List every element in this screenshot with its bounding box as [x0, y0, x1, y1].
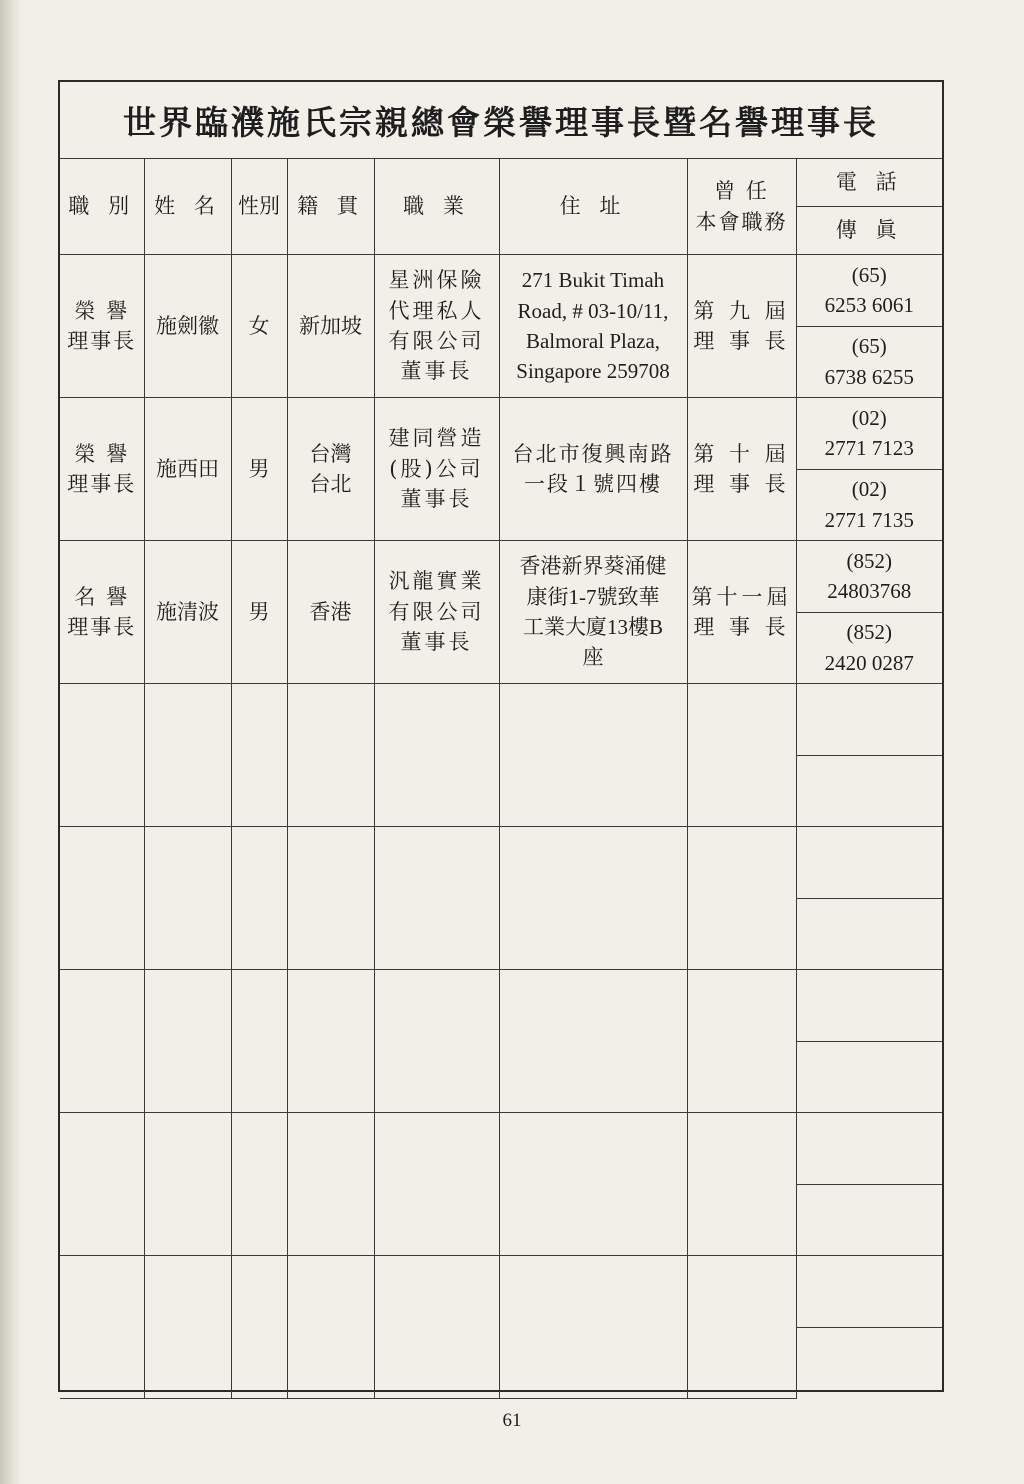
empty-cell	[287, 1113, 374, 1256]
empty-cell	[144, 1256, 231, 1399]
empty-cell	[796, 755, 942, 827]
empty-cell	[499, 827, 687, 970]
page-title: 世界臨濮施氏宗親總會榮譽理事長暨名譽理事長	[60, 82, 942, 159]
empty-cell	[687, 827, 796, 970]
empty-cell	[687, 970, 796, 1113]
empty-cell	[499, 1256, 687, 1399]
empty-cell	[231, 684, 287, 827]
table-cell-phone: (852) 24803768	[796, 541, 942, 613]
directory-table	[60, 158, 942, 1399]
table-cell-gender: 男	[231, 398, 287, 541]
header-former-post: 曾 任 本會職務	[687, 159, 796, 255]
empty-cell	[60, 684, 144, 827]
table-cell-name: 施清波	[144, 541, 231, 684]
table-cell-name: 施劍徽	[144, 255, 231, 398]
header-origin: 籍 貫	[287, 159, 374, 255]
empty-table-row	[60, 970, 942, 1042]
header-position: 職 別	[60, 159, 144, 255]
header-fax: 傳 眞	[796, 207, 942, 255]
empty-cell	[796, 1327, 942, 1399]
empty-cell	[796, 1041, 942, 1113]
empty-table-row	[60, 1256, 942, 1328]
empty-cell	[231, 970, 287, 1113]
empty-cell	[231, 1113, 287, 1256]
empty-cell	[796, 827, 942, 899]
empty-table-row	[60, 827, 942, 899]
empty-cell	[796, 1113, 942, 1185]
empty-cell	[687, 1256, 796, 1399]
empty-cell	[60, 970, 144, 1113]
page-number: 61	[502, 1410, 522, 1431]
table-cell-fax: (02) 2771 7135	[796, 469, 942, 541]
empty-cell	[287, 970, 374, 1113]
empty-cell	[796, 1256, 942, 1328]
table-cell-position: 榮 譽 理事長	[60, 255, 144, 398]
table-cell-former-post: 第 十 屆 理 事 長	[687, 398, 796, 541]
empty-cell	[60, 1113, 144, 1256]
table-cell-gender: 女	[231, 255, 287, 398]
table-cell-address: 台北市復興南路 一段１號四樓	[499, 398, 687, 541]
table-cell-occupation: 建同營造 (股)公司 董事長	[374, 398, 499, 541]
empty-cell	[374, 1113, 499, 1256]
table-cell-address: 271 Bukit Timah Road, # 03-10/11, Balmoral Plaza, Singapore 259708	[499, 255, 687, 398]
empty-cell	[287, 827, 374, 970]
table-cell-origin: 台灣 台北	[287, 398, 374, 541]
page-gutter-shadow	[0, 0, 22, 1484]
empty-cell	[374, 1256, 499, 1399]
table-cell-phone: (65) 6253 6061	[796, 255, 942, 327]
table-cell-fax: (65) 6738 6255	[796, 326, 942, 398]
table-body	[60, 255, 942, 1399]
empty-cell	[796, 1184, 942, 1256]
header-gender: 性別	[231, 159, 287, 255]
empty-cell	[144, 1113, 231, 1256]
table-cell-position: 榮 譽 理事長	[60, 398, 144, 541]
empty-cell	[144, 827, 231, 970]
empty-cell	[231, 1256, 287, 1399]
table-cell-former-post: 第 九 屆 理 事 長	[687, 255, 796, 398]
empty-cell	[687, 684, 796, 827]
empty-table-row	[60, 1113, 942, 1185]
table-cell-origin: 香港	[287, 541, 374, 684]
empty-cell	[287, 684, 374, 827]
header-occupation: 職 業	[374, 159, 499, 255]
table-cell-name: 施西田	[144, 398, 231, 541]
table-row	[60, 255, 942, 327]
empty-cell	[796, 898, 942, 970]
table-row	[60, 398, 942, 470]
empty-cell	[374, 970, 499, 1113]
table-cell-phone: (02) 2771 7123	[796, 398, 942, 470]
empty-cell	[374, 827, 499, 970]
table-cell-origin: 新加坡	[287, 255, 374, 398]
empty-cell	[144, 684, 231, 827]
empty-cell	[687, 1113, 796, 1256]
table-cell-address: 香港新界葵涌健 康街1-7號致華 工業大廈13樓B 座	[499, 541, 687, 684]
header-address: 住 址	[499, 159, 687, 255]
table-cell-gender: 男	[231, 541, 287, 684]
table-header-row	[60, 159, 942, 207]
empty-cell	[374, 684, 499, 827]
empty-cell	[796, 970, 942, 1042]
table-row	[60, 541, 942, 613]
table-cell-fax: (852) 2420 0287	[796, 612, 942, 684]
table-cell-former-post: 第十一屆 理 事 長	[687, 541, 796, 684]
empty-cell	[287, 1256, 374, 1399]
header-name: 姓 名	[144, 159, 231, 255]
empty-cell	[499, 970, 687, 1113]
empty-cell	[60, 827, 144, 970]
empty-cell	[60, 1256, 144, 1399]
empty-cell	[144, 970, 231, 1113]
header-phone: 電 話	[796, 159, 942, 207]
empty-cell	[499, 684, 687, 827]
table-cell-position: 名 譽 理事長	[60, 541, 144, 684]
empty-cell	[796, 684, 942, 756]
empty-cell	[231, 827, 287, 970]
empty-cell	[499, 1113, 687, 1256]
table-cell-occupation: 汎龍實業 有限公司 董事長	[374, 541, 499, 684]
directory-sheet	[58, 80, 944, 1392]
table-cell-occupation: 星洲保險 代理私人 有限公司 董事長	[374, 255, 499, 398]
empty-table-row	[60, 684, 942, 756]
